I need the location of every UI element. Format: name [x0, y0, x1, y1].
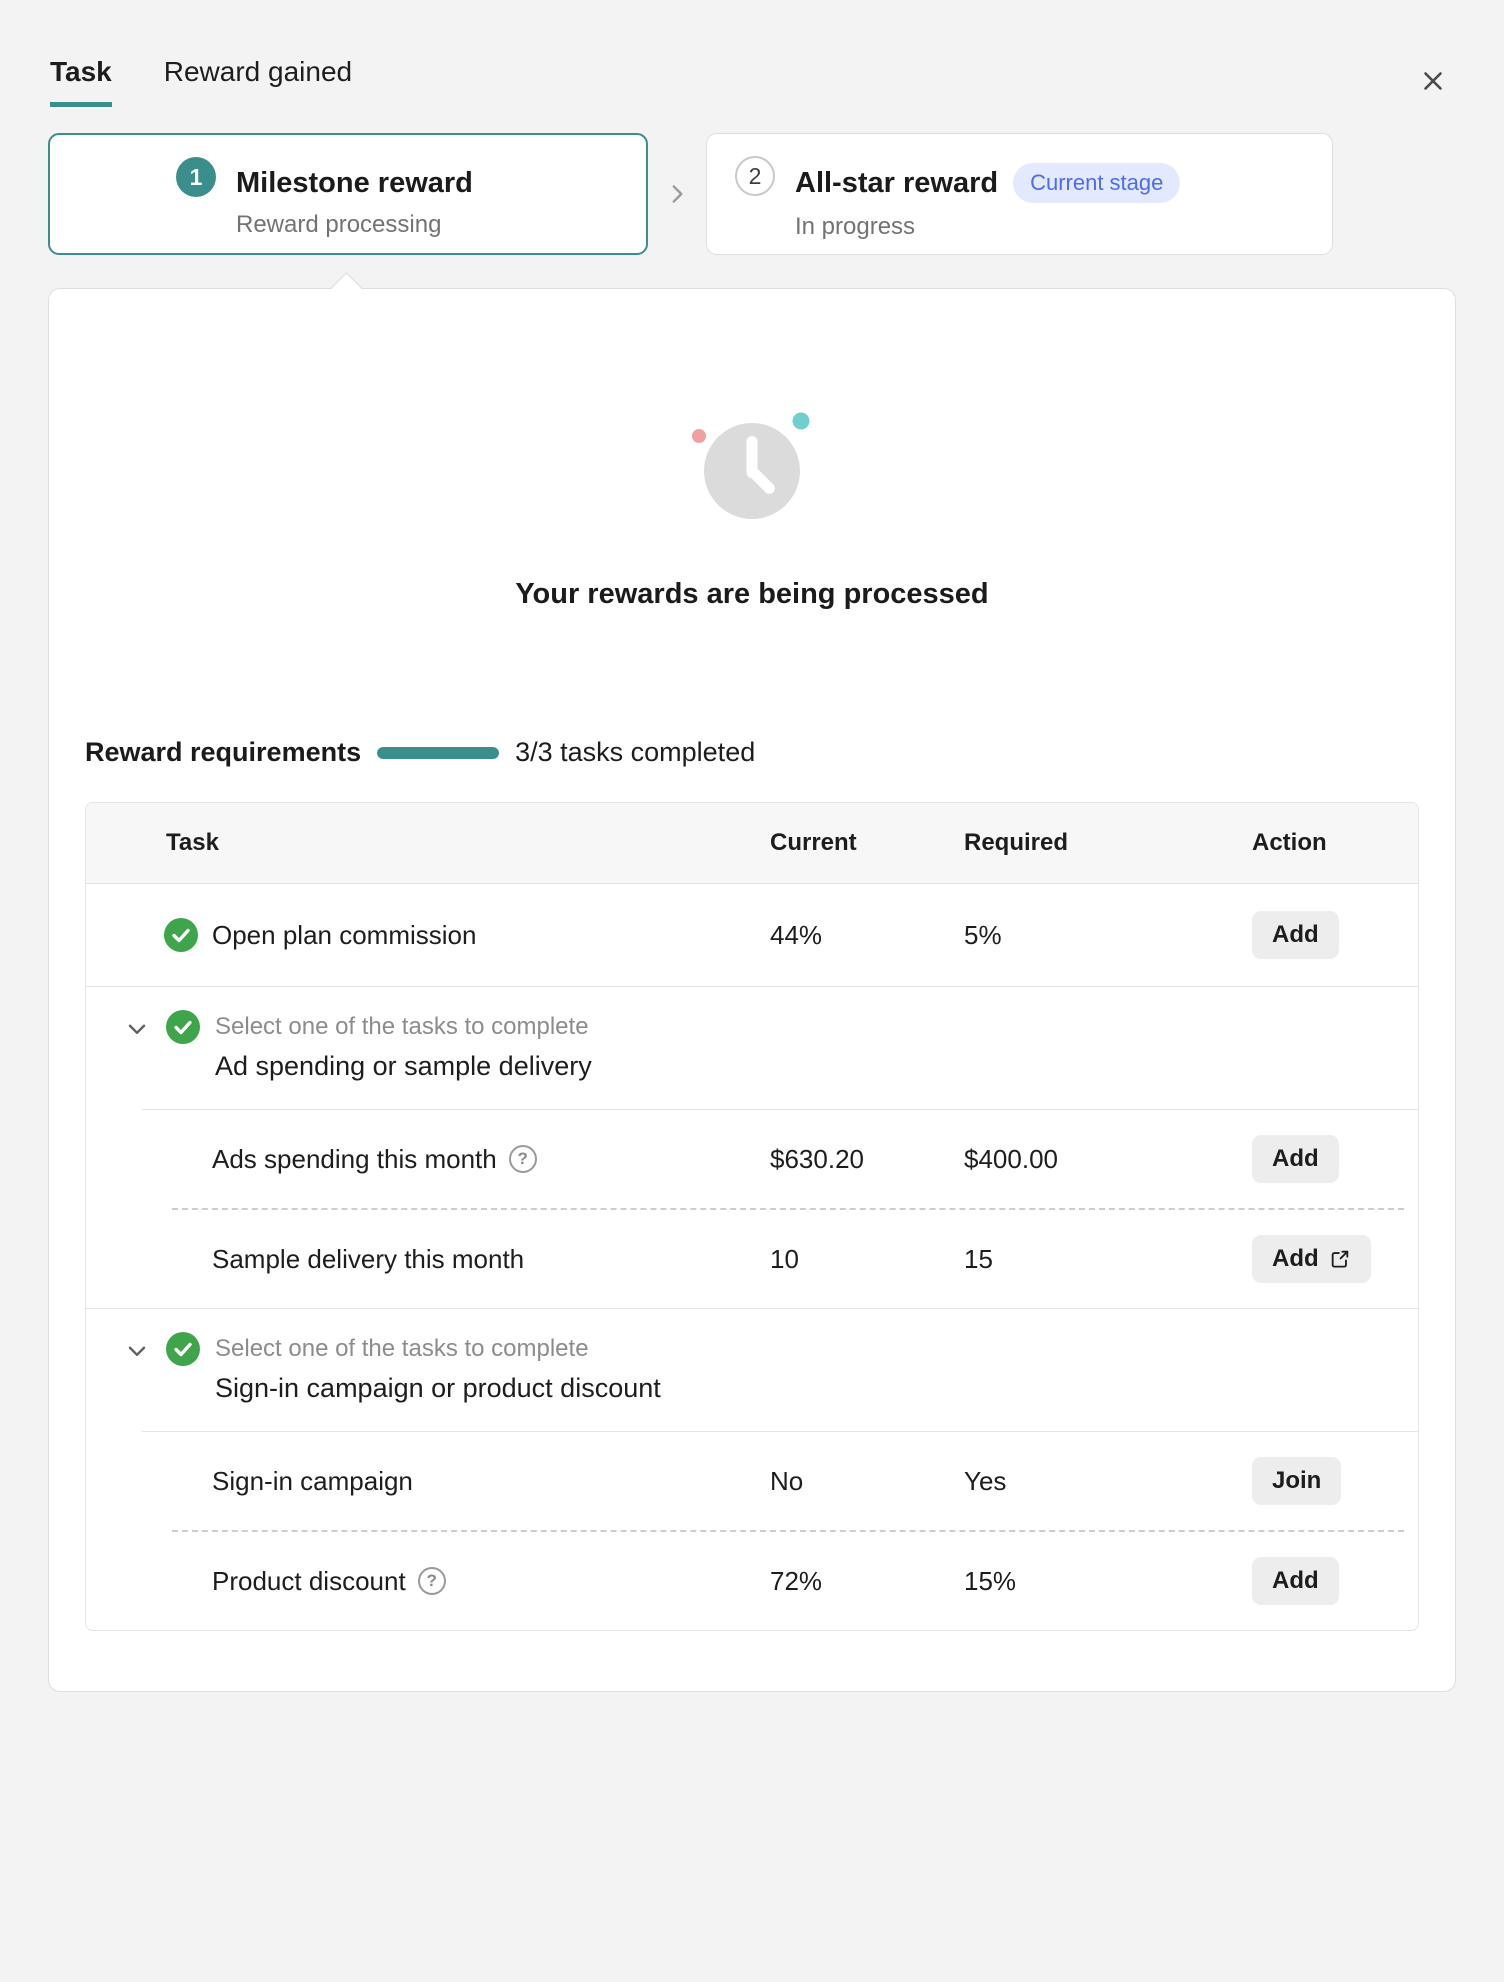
modal-header: [0, 0, 1504, 107]
clock-icon: [676, 510, 828, 527]
action-button-add[interactable]: [1252, 1135, 1339, 1183]
current-value: 72%: [770, 1565, 823, 1596]
current-value: No: [770, 1465, 804, 1496]
tab-task[interactable]: Task: [50, 56, 112, 107]
action-button-label: Add: [1272, 1567, 1319, 1594]
required-value: 5%: [964, 919, 1002, 950]
action-button-add[interactable]: [1252, 911, 1339, 959]
chevron-right-icon: [664, 181, 690, 207]
task-cell: [86, 1466, 770, 1497]
external-link-icon: [1329, 1248, 1351, 1270]
column-header-action: Action: [1252, 829, 1327, 856]
requirements-label: Reward requirements: [85, 737, 362, 767]
task-name: Ads spending this month: [212, 1143, 497, 1174]
requirements-table: [85, 802, 1419, 1631]
required-value: 15%: [964, 1565, 1017, 1596]
task-cell: [86, 920, 770, 951]
action-cell: [1252, 1235, 1418, 1283]
group-name: Ad spending or sample delivery: [215, 1051, 592, 1081]
task-cell: [86, 1144, 770, 1175]
processing-title: Your rewards are being processed: [515, 578, 989, 610]
current-value: 44%: [770, 919, 823, 950]
action-cell: [1252, 1457, 1418, 1505]
check-circle-icon: [166, 1010, 200, 1044]
group-text: [215, 1334, 661, 1405]
task-cell: [86, 1566, 770, 1597]
group-name: Sign-in campaign or product discount: [215, 1373, 661, 1403]
task-group-row: [86, 987, 1418, 1109]
action-cell: [1252, 1557, 1418, 1605]
task-row: [86, 1532, 1418, 1630]
table-body: [86, 884, 1418, 1630]
action-cell: [1252, 911, 1418, 959]
chevron-down-icon[interactable]: [124, 1016, 150, 1042]
action-button-join[interactable]: [1252, 1457, 1341, 1505]
stage-number-badge: 1: [176, 157, 216, 197]
check-circle-icon: [164, 918, 198, 952]
action-cell: [1252, 1135, 1418, 1183]
stage-stepper: [48, 133, 1456, 255]
stage-title: Milestone reward: [236, 167, 473, 199]
task-row: [86, 1210, 1418, 1308]
close-icon: [1418, 84, 1448, 99]
required-value: 15: [964, 1243, 993, 1274]
stage-card-all-star-reward[interactable]: [706, 133, 1333, 255]
required-value: $400.00: [964, 1143, 1058, 1174]
table-header-row: [86, 803, 1418, 884]
column-header-current: Current: [770, 829, 857, 856]
action-button-add[interactable]: [1252, 1235, 1371, 1283]
task-row: [86, 884, 1418, 986]
action-button-add[interactable]: [1252, 1557, 1339, 1605]
help-icon[interactable]: ?: [509, 1145, 537, 1173]
current-value: 10: [770, 1243, 799, 1274]
task-name: Sample delivery this month: [212, 1243, 525, 1274]
stage-number-badge: 2: [735, 156, 775, 196]
tab-reward-gained[interactable]: Reward gained: [163, 56, 353, 87]
stage-subtitle: In progress: [795, 213, 916, 240]
chevron-down-icon[interactable]: [124, 1338, 150, 1364]
task-row: [86, 1432, 1418, 1530]
processing-empty-state: [85, 289, 1419, 611]
task-name: Sign-in campaign: [212, 1465, 413, 1496]
required-value: Yes: [964, 1465, 1007, 1496]
column-header-task: Task: [166, 829, 219, 856]
stage-title: All-star reward: [795, 167, 999, 199]
group-text: [215, 1012, 592, 1083]
close-button[interactable]: [1412, 60, 1454, 102]
task-cell: [86, 1244, 770, 1275]
current-value: $630.20: [770, 1143, 864, 1174]
stage-card-milestone-reward[interactable]: [48, 133, 648, 255]
help-icon[interactable]: ?: [418, 1567, 446, 1595]
task-name: Open plan commission: [212, 919, 477, 950]
stage-subtitle: Reward processing: [236, 211, 442, 238]
task-panel: [48, 288, 1456, 1692]
task-group-row: [86, 1309, 1418, 1431]
group-hint: Select one of the tasks to complete: [215, 1013, 589, 1040]
check-circle-icon: [166, 1332, 200, 1366]
action-button-label: Join: [1272, 1467, 1322, 1494]
task-row: [86, 1110, 1418, 1208]
action-button-label: Add: [1272, 921, 1319, 948]
reward-requirements-summary: [85, 737, 1419, 768]
tab-bar: [50, 56, 352, 107]
task-name: Product discount: [212, 1565, 406, 1596]
progress-bar: [377, 747, 499, 759]
current-stage-badge: Current stage: [1013, 163, 1180, 203]
column-header-required: Required: [964, 829, 1069, 856]
tasks-completed-text: 3/3 tasks completed: [515, 737, 756, 767]
action-button-label: Add: [1272, 1245, 1319, 1272]
group-hint: Select one of the tasks to complete: [215, 1335, 589, 1362]
action-button-label: Add: [1272, 1145, 1319, 1172]
